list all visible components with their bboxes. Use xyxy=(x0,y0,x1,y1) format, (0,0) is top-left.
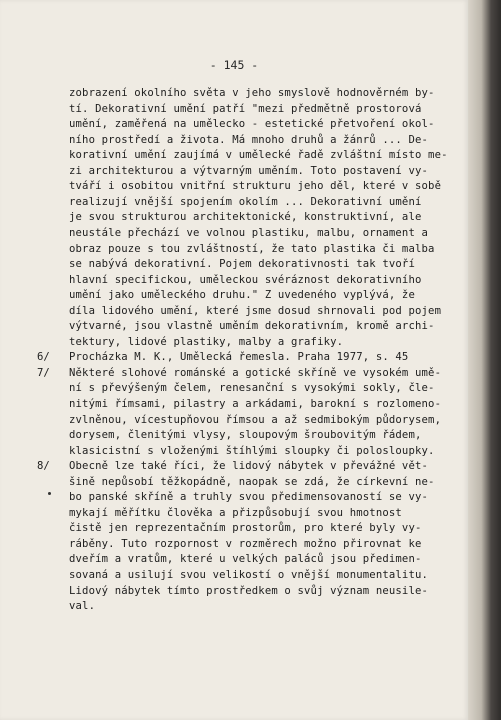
footnote-number-7: 7/ xyxy=(37,366,50,379)
text-line: šině nepůsobí těžkopádně, naopak se zdá, že církevní ne- xyxy=(69,475,435,488)
text-line: hlavní specifickou, uměleckou svéráznost dekorativního xyxy=(69,273,422,286)
text-line: obraz pouze s tou zvláštností, že tato plastika či malba xyxy=(69,242,435,255)
text-line: umění, zaměřená na umělecko - estetické přetvoření okol- xyxy=(69,118,435,131)
page-number: - 145 - xyxy=(209,58,259,72)
text-line: Některé slohové románské a gotické skříně ve vysokém umě- xyxy=(69,366,442,379)
text-line: ráběny. Tuto rozpornost v rozměrech možno přirovnat ke xyxy=(69,537,422,550)
text-line: Lidový nábytek tímto prostředkem o svůj význam neusile- xyxy=(69,584,429,597)
text-line: realizují vnější spojením okolím ... Dekorativní umění xyxy=(69,195,422,208)
text-line: Procházka M. K., Umělecká řemesla. Praha 1977, s. 45 xyxy=(69,351,409,364)
text-line: klasicistní s vloženými štíhlými sloupky či polosloupky. xyxy=(69,444,435,457)
text-line: je svou strukturou architektonické, konstruktivní, ale xyxy=(69,211,422,224)
text-line: neustále přechází ve volnou plastiku, malbu, ornament a xyxy=(69,226,429,239)
footnote-number-8: 8/ xyxy=(37,460,50,473)
text-line: se nabývá dekorativní. Pojem dekorativnosti tak tvoří xyxy=(69,258,415,270)
text-line: díla lidového umění, které jsme dosud shrnovali pod pojem xyxy=(69,304,442,317)
text-line: umění jako uměleckého druhu." Z uvedeného vyplývá, že xyxy=(69,289,415,302)
text-line: bo panské skříně a truhly svou předimensovaností se vy- xyxy=(69,491,429,504)
text-line: ní s převýšeným čelem, renesanční s vysokými sokly, čle- xyxy=(69,382,435,395)
text-line: nitými římsami, pilastry a arkádami, barokní s rozlomeno- xyxy=(69,397,442,410)
ink-dot-mark xyxy=(48,492,51,495)
text-line: Obecně lze také říci, že lidový nábytek v převážné vět- xyxy=(69,460,429,473)
text-line: mykají měřítku člověka a přizpůsobují svou hmotnost xyxy=(69,506,402,519)
text-line: ního prostředí a života. Má mnoho druhů a žánrů ... De- xyxy=(69,133,429,146)
text-line: dveřím a vratům, které u velkých paláců jsou předimen- xyxy=(69,553,422,566)
text-line: čistě jen reprezentačním prostorům, pro které byly vy- xyxy=(69,522,422,535)
text-line: val. xyxy=(69,600,96,612)
text-line: tektury, lidové plastiky, malby a grafiky. xyxy=(69,335,344,348)
text-line: tí. Dekorativní umění patří "mezi předmětně prostorová xyxy=(69,102,422,115)
text-line: dorysem, členitými vlysy, sloupovým šroubovitým řádem, xyxy=(69,429,422,441)
text-line: výtvarné, jsou vlastně uměním dekorativním, kromě archi- xyxy=(69,320,435,333)
text-line: sovaná a usilují svou velikostí o vnější monumentalitu. xyxy=(69,568,429,581)
text-line: korativní umění zaujímá v umělecké řadě zvláštní místo me- xyxy=(69,149,448,162)
text-line: zi architekturou a výtvarným uměním. Toto postavení vy- xyxy=(69,164,429,177)
footnote-number-6: 6/ xyxy=(37,351,50,364)
text-line: tváří i osobitou vnitřní strukturu jeho děl, které v sobě xyxy=(69,180,442,193)
text-line: zobrazení okolního světa v jeho smyslově hodnověrném by- xyxy=(69,87,435,99)
page-edge-shadow xyxy=(468,0,501,720)
text-line: zvlněnou, vícestupňovou římsou a až sedmibokým půdorysem, xyxy=(69,413,442,426)
